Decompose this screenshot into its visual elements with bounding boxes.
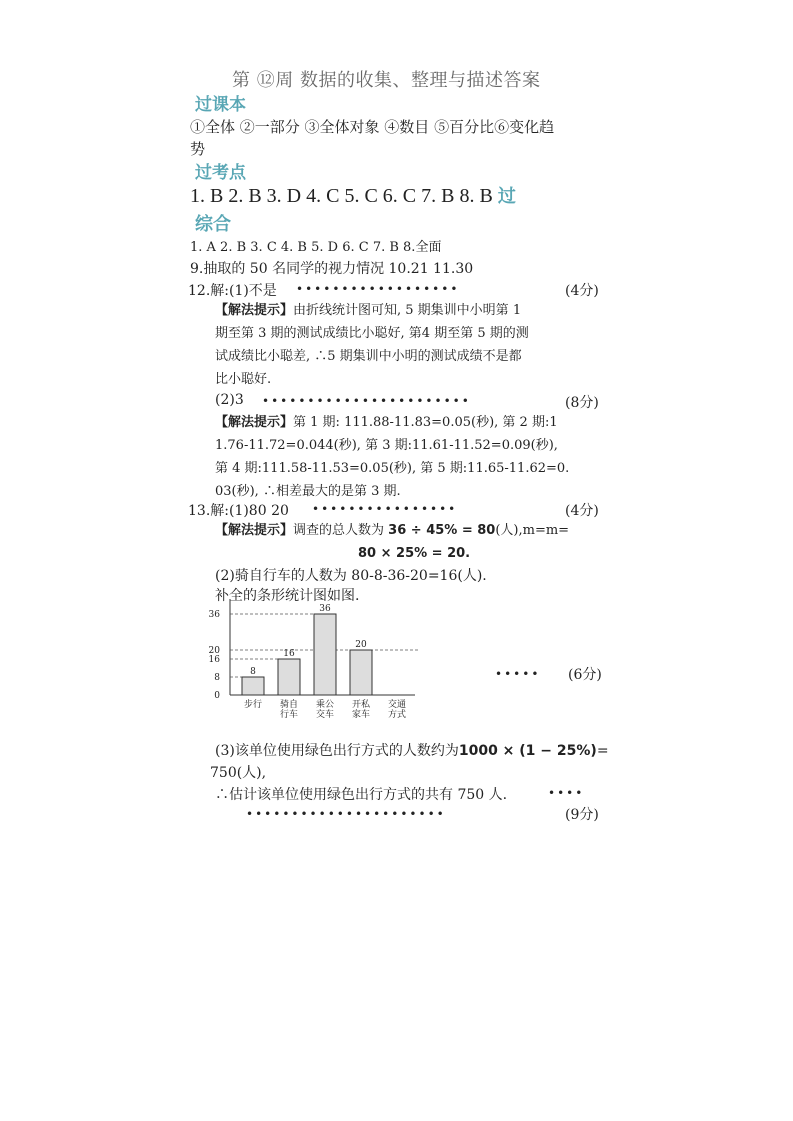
q12-score-2: (8分) bbox=[565, 395, 599, 411]
y-tick-label: 0 bbox=[214, 691, 220, 701]
q12-score-1: (4分) bbox=[565, 283, 599, 299]
bar-1 bbox=[278, 659, 300, 695]
q13-dots-3a: •••• bbox=[548, 786, 585, 800]
q13-answer-1: 13.解:(1)80 20 bbox=[188, 503, 289, 519]
q12-hint2-line1: 第 1 期: 111.88-11.83=0.05(秒), 第 2 期:1 bbox=[293, 415, 558, 430]
q13-answer-3-line3: ∴估计该单位使用绿色出行方式的共有 750 人. bbox=[215, 787, 508, 803]
y-tick-label: 36 bbox=[208, 610, 220, 620]
section-guokaodian: 过考点 bbox=[195, 163, 246, 183]
data-label: 36 bbox=[319, 604, 331, 614]
q13-score-3: (9分) bbox=[565, 807, 599, 823]
q12-hint-2 bbox=[215, 411, 635, 503]
section-zonghe: 综合 bbox=[195, 214, 231, 235]
y-tick-label: 16 bbox=[208, 655, 220, 665]
q13-a3-text: (3)该单位使用绿色出行方式的人数约为 bbox=[215, 743, 459, 759]
y-tick-label: 8 bbox=[214, 673, 220, 683]
q13-answer-3-line1 bbox=[215, 740, 609, 760]
x-tick-label: 步行 bbox=[243, 700, 263, 710]
bar-0 bbox=[242, 677, 264, 695]
q13-hint-text: 调查的总人数为 bbox=[293, 523, 389, 538]
q12-dots-1: •••••••••••••••••• bbox=[296, 282, 460, 296]
q13-answer-2-line1: (2)骑自行车的人数为 80-8-36-20=16(人). bbox=[215, 568, 487, 584]
q13-answer-2-line2: 补全的条形统计图如图. bbox=[215, 588, 360, 604]
q12-dots-2: ••••••••••••••••••••••• bbox=[262, 394, 471, 408]
data-label: 8 bbox=[250, 667, 256, 677]
q12-answer-1: 12.解:(1)不是 bbox=[188, 283, 277, 299]
x-tick-label: 乘公 bbox=[315, 700, 335, 710]
q12-hint1-line1: 由折线统计图可知, 5 期集训中小明第 1 bbox=[293, 303, 522, 318]
q13-hint-tail: (人),m=m= bbox=[495, 523, 570, 538]
answer-line-ketben-1: ①全体 ②一部分 ③全体对象 ④数目 ⑤百分比⑥变化趋 bbox=[190, 118, 555, 136]
q12-hint2-tag: 【解法提示】 bbox=[215, 415, 294, 430]
q13-hint-line2: 80 × 25% = 20. bbox=[358, 546, 471, 561]
q13-hint-math1: 36 ÷ 45% = 80 bbox=[388, 523, 496, 538]
q13-dots-1: •••••••••••••••• bbox=[312, 502, 458, 516]
q13-a3-eq: = bbox=[596, 743, 609, 759]
q12-hint1-line4: 比小聪好. bbox=[215, 372, 272, 387]
q13-a3-math: 1000 × (1 − 25%) bbox=[458, 743, 597, 759]
q13-answer-3-line2: 750(人), bbox=[210, 765, 267, 781]
q13-hint-tag: 【解法提示】 bbox=[215, 523, 294, 538]
y-tick-label: 20 bbox=[208, 646, 220, 656]
data-label: 16 bbox=[283, 649, 295, 659]
x-tick-label: 骑自 bbox=[279, 700, 299, 710]
answer-line-9: 9.抽取的 50 名同学的视力情况 10.21 11.30 bbox=[190, 261, 474, 277]
q12-hint1-line2: 期至第 3 期的测试成绩比小聪好, 第4 期至第 5 期的测 bbox=[215, 326, 529, 341]
q12-hint1-line3: 试成绩比小聪差, ∴5 期集训中小明的测试成绩不是都 bbox=[215, 349, 522, 364]
bar-2 bbox=[314, 614, 336, 695]
bar-3 bbox=[350, 650, 372, 695]
x-tick-label: 交车 bbox=[315, 710, 335, 720]
q12-answer-2: (2)3 bbox=[215, 392, 244, 408]
q12-hint1-tag: 【解法提示】 bbox=[215, 303, 294, 318]
q12-hint2-line3: 第 4 期:111.58-11.53=0.05(秒), 第 5 期:11.65-11.62=0. bbox=[215, 461, 570, 476]
q12-hint2-line2: 1.76-11.72=0.044(秒), 第 3 期:11.61-11.52=0.09(秒), bbox=[215, 438, 558, 453]
answer-line-kaodian bbox=[190, 182, 516, 208]
data-label: 20 bbox=[355, 640, 367, 650]
page-title: 第 ⑫周 数据的收集、整理与描述答案 bbox=[232, 70, 541, 91]
q13-dots-3b: •••••••••••••••••••••• bbox=[246, 807, 446, 821]
q12-hint2-line4: 03(秒), ∴相差最大的是第 3 期. bbox=[215, 484, 401, 499]
q13-score-1: (4分) bbox=[565, 503, 599, 519]
x-tick-label: 行车 bbox=[279, 710, 299, 720]
kaodian-answers: 1. B 2. B 3. D 4. C 5. C 6. C 7. B 8. B bbox=[190, 185, 493, 207]
section-guoketben: 过课本 bbox=[195, 95, 246, 115]
q13-hint-line1 bbox=[215, 519, 569, 542]
answer-line-ketben-2: 势 bbox=[190, 140, 206, 158]
q13-score-2: (6分) bbox=[568, 667, 602, 683]
bar-chart bbox=[200, 595, 440, 725]
x-tick-label: 交通 bbox=[387, 700, 407, 710]
q13-dots-2: ••••• bbox=[495, 667, 541, 681]
q12-hint-1 bbox=[215, 299, 635, 391]
answer-line-zonghe-1: 1. A 2. B 3. C 4. B 5. D 6. C 7. B 8.全面 bbox=[190, 240, 442, 255]
x-tick-label: 方式 bbox=[387, 710, 407, 720]
section-guo: 过 bbox=[497, 186, 516, 207]
x-tick-label: 开私 bbox=[351, 700, 371, 710]
x-tick-label: 家车 bbox=[351, 710, 371, 720]
